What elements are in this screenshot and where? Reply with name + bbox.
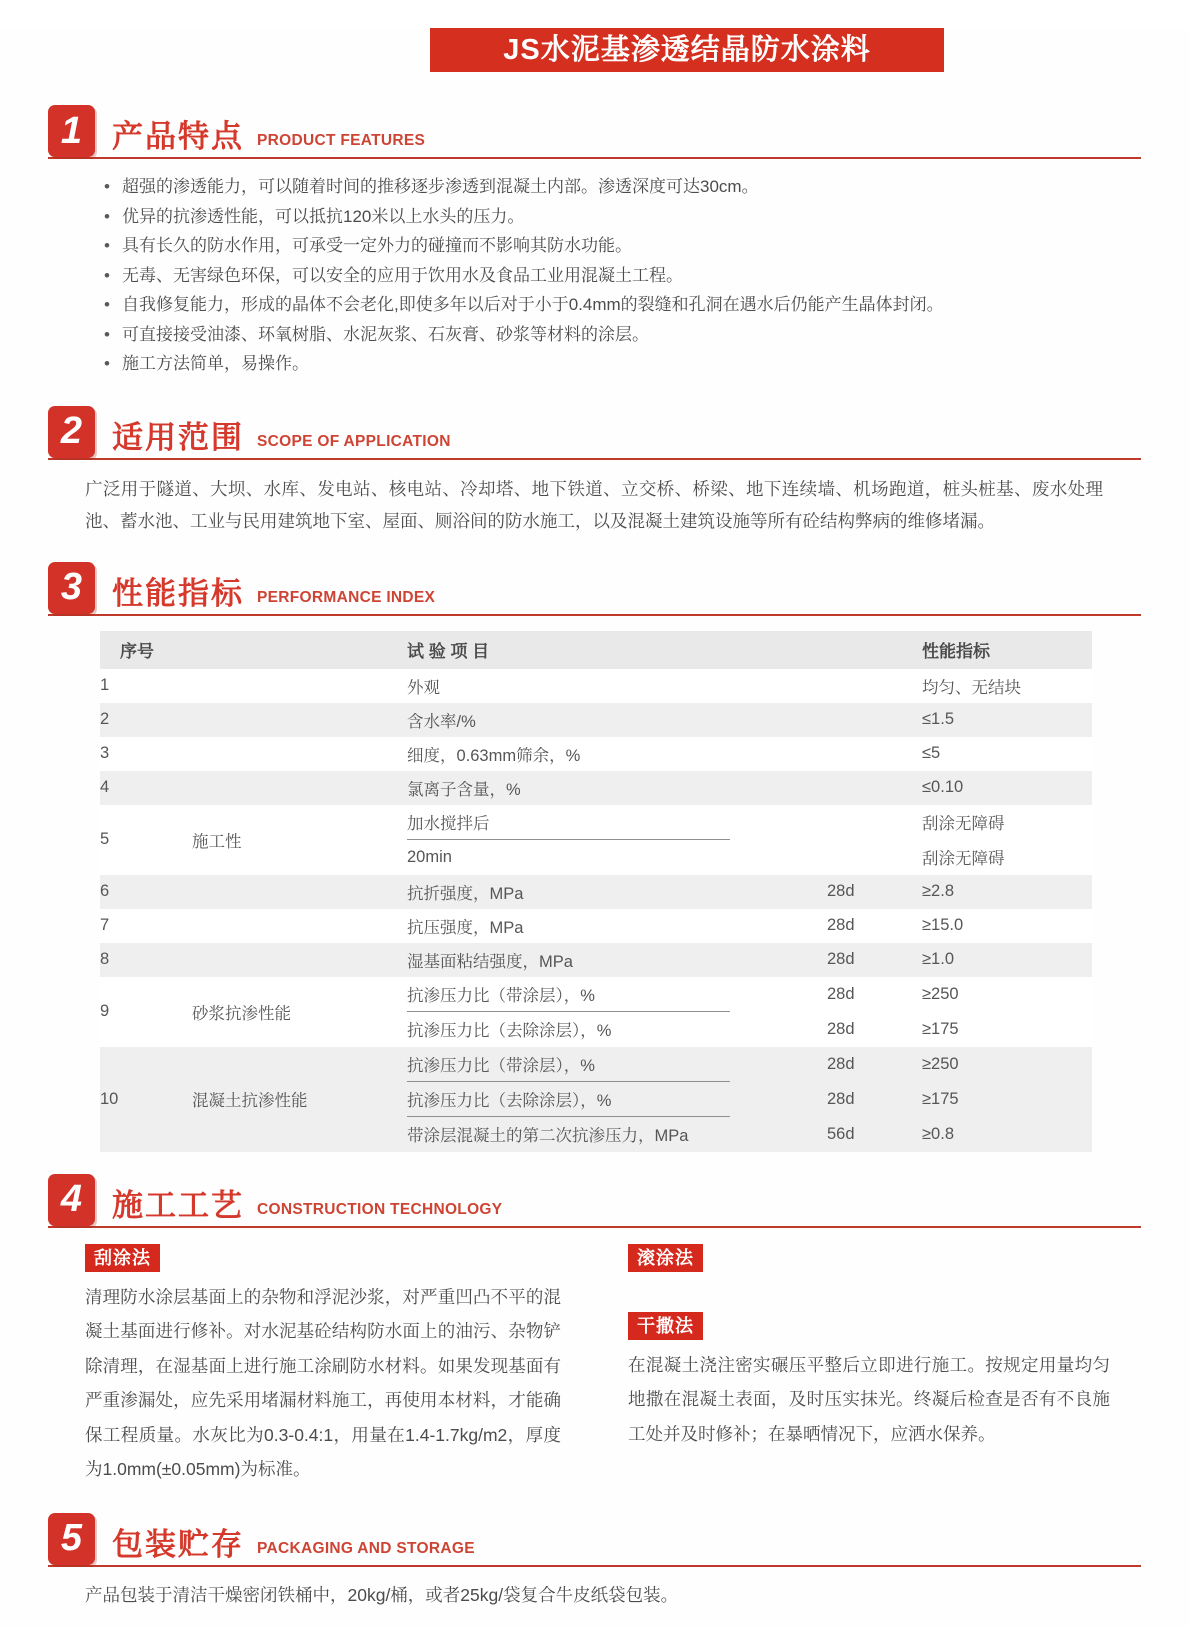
cell-age: 28d <box>827 1082 922 1117</box>
list-item: • 无毒、无害绿色环保，可以安全的应用于饮用水及食品工业用混凝土工程。 <box>104 261 1141 291</box>
section-subtitle: PRODUCT FEATURES <box>257 132 426 149</box>
section-number-badge: 1 <box>48 105 95 157</box>
section-header-2 <box>48 406 1141 460</box>
cell-no: 3 <box>100 737 192 771</box>
list-item: • 施工方法简单，易操作。 <box>104 349 1141 379</box>
cell-item: 抗渗压力比（去除涂层），% <box>407 1082 827 1117</box>
cell-age <box>827 737 922 771</box>
cell-age: 28d <box>827 943 922 977</box>
section-construction-technology <box>48 1174 1141 1487</box>
cell-category <box>192 669 407 703</box>
cell-no: 5 <box>100 805 192 875</box>
cell-value: ≤5 <box>922 737 1092 771</box>
cell-age: 28d <box>827 977 922 1012</box>
section-performance-index <box>48 562 1141 1152</box>
cell-no: 6 <box>100 875 192 909</box>
cell-category: 施工性 <box>192 805 407 875</box>
section-number-badge: 5 <box>48 1513 95 1565</box>
section-scope <box>48 406 1141 537</box>
section-product-features <box>48 105 1141 379</box>
list-item: • 自我修复能力，形成的晶体不会老化,即使多年以后对于小于0.4mm的裂缝和孔洞在遇水后仍能产生晶体封闭。 <box>104 290 1141 320</box>
method-right-column <box>628 1244 1110 1487</box>
table-row <box>100 669 1092 703</box>
section-number-badge: 4 <box>48 1174 95 1226</box>
list-item: • 可直接接受油漆、环氧树脂、水泥灰浆、石灰膏、砂浆等材料的涂层。 <box>104 320 1141 350</box>
performance-table <box>100 631 1092 1152</box>
cell-category <box>192 703 407 737</box>
cell-age <box>827 669 922 703</box>
section-number-badge: 3 <box>48 562 95 614</box>
cell-value: ≤0.10 <box>922 771 1092 805</box>
section-subtitle: CONSTRUCTION TECHNOLOGY <box>257 1200 503 1218</box>
method-text: 清理防水涂层基面上的杂物和浮泥沙浆，对严重凹凸不平的混凝土基面进行修补。对水泥基砼结构防水面上的油污、杂物铲除清理，在湿基面上进行施工涂刷防水材料。如果发现基面有严重渗漏处，应先采用堵漏材料施工，再使用本材料，才能确保工程质量。水灰比为0.3-0.4:1，用量在1.4-1.7kg/m2，厚度为1.0mm(±0.05mm)为标准。 <box>85 1286 561 1479</box>
cell-value: ≥250 <box>922 1047 1092 1082</box>
table-row <box>100 875 1092 909</box>
cell-age <box>827 703 922 737</box>
cell-category <box>192 909 407 943</box>
cell-value: ≥175 <box>922 1082 1092 1117</box>
table-row <box>100 909 1092 943</box>
feature-list <box>104 172 1141 379</box>
cell-value: ≤1.5 <box>922 703 1092 737</box>
table-header-row <box>100 631 1092 669</box>
method-badge: 滚涂法 <box>628 1244 703 1272</box>
cell-category <box>192 943 407 977</box>
method-badge: 刮涂法 <box>85 1244 160 1272</box>
page-title: JS水泥基渗透结晶防水涂料 <box>430 28 944 72</box>
cell-age: 28d <box>827 909 922 943</box>
cell-item: 细度，0.63mm筛余，% <box>407 737 827 771</box>
cell-age <box>827 771 922 805</box>
cell-value: 均匀、无结块 <box>922 669 1092 703</box>
cell-value: ≥0.8 <box>922 1117 1092 1152</box>
cell-age <box>827 805 922 840</box>
cell-item: 抗渗压力比（去除涂层），% <box>407 1012 827 1047</box>
cell-item: 含水率/% <box>407 703 827 737</box>
cell-value: ≥175 <box>922 1012 1092 1047</box>
cell-value: ≥2.8 <box>922 875 1092 909</box>
method-text: 在混凝土浇注密实碾压平整后立即进行施工。按规定用量均匀地撒在混凝土表面，及时压实抹光。终凝后检查是否有不良施工处并及时修补；在暴晒情况下，应洒水保养。 <box>628 1354 1110 1444</box>
section-subtitle: PACKAGING AND STORAGE <box>257 1539 475 1557</box>
scope-paragraph: 广泛用于隧道、大坝、水库、发电站、核电站、冷却塔、地下铁道、立交桥、桥梁、地下连续墙、机场跑道，桩头桩基、废水处理池、蓄水池、工业与民用建筑地下室、屋面、厕浴间的防水施工，以及混凝土建筑设施等所有砼结构弊病的维修堵漏。 <box>85 478 1103 531</box>
cell-item: 带涂层混凝土的第二次抗渗压力，MPa <box>407 1117 827 1152</box>
section-header-4 <box>48 1174 1141 1228</box>
section-header-5 <box>48 1513 1141 1567</box>
construction-columns <box>85 1244 1141 1487</box>
cell-no: 8 <box>100 943 192 977</box>
section-packaging-storage <box>48 1513 1141 1610</box>
cell-age: 28d <box>827 1012 922 1047</box>
column-header-spacer <box>192 631 407 669</box>
cell-item: 抗折强度，MPa <box>407 875 827 909</box>
table-row <box>100 977 1092 1012</box>
cell-item: 外观 <box>407 669 827 703</box>
cell-category: 砂浆抗渗性能 <box>192 977 407 1047</box>
cell-no: 1 <box>100 669 192 703</box>
cell-category <box>192 771 407 805</box>
cell-value: ≥250 <box>922 977 1092 1012</box>
cell-item: 抗渗压力比（带涂层），% <box>407 1047 827 1082</box>
list-item: • 超强的渗透能力，可以随着时间的推移逐步渗透到混凝土内部。渗透深度可达30cm。 <box>104 172 1141 202</box>
packaging-paragraph: 产品包装于清洁干燥密闭铁桶中，20kg/桶，或者25kg/袋复合牛皮纸袋包装。 <box>85 1584 679 1605</box>
cell-no: 10 <box>100 1047 192 1152</box>
spacer <box>628 1272 1110 1312</box>
table-row <box>100 1047 1092 1082</box>
section-header-1 <box>48 105 1141 159</box>
table-row <box>100 943 1092 977</box>
table-row <box>100 703 1092 737</box>
column-header-no: 序号 <box>100 631 192 669</box>
cell-value: ≥15.0 <box>922 909 1092 943</box>
section-header-3 <box>48 562 1141 616</box>
cell-category <box>192 875 407 909</box>
section-title: 包装贮存 <box>112 1526 244 1562</box>
cell-item: 湿基面粘结强度，MPa <box>407 943 827 977</box>
cell-category: 混凝土抗渗性能 <box>192 1047 407 1152</box>
list-item: • 具有长久的防水作用，可承受一定外力的碰撞而不影响其防水功能。 <box>104 231 1141 261</box>
cell-value: 刮涂无障碍 <box>922 840 1092 875</box>
table-row <box>100 771 1092 805</box>
cell-age <box>827 840 922 875</box>
section-number-badge: 2 <box>48 406 95 458</box>
cell-item: 抗渗压力比（带涂层），% <box>407 977 827 1012</box>
cell-value: 刮涂无障碍 <box>922 805 1092 840</box>
section-title: 施工工艺 <box>112 1187 244 1223</box>
section-title: 适用范围 <box>112 419 244 455</box>
section-title: 性能指标 <box>112 575 244 611</box>
table-row <box>100 737 1092 771</box>
cell-item: 20min <box>407 840 827 875</box>
cell-value: ≥1.0 <box>922 943 1092 977</box>
cell-age: 28d <box>827 1047 922 1082</box>
product-datasheet-page <box>0 28 1189 1628</box>
cell-no: 2 <box>100 703 192 737</box>
cell-category <box>192 737 407 771</box>
table-row <box>100 805 1092 840</box>
cell-item: 加水搅拌后 <box>407 805 827 840</box>
cell-item: 抗压强度，MPa <box>407 909 827 943</box>
section-subtitle: SCOPE OF APPLICATION <box>257 432 451 450</box>
column-header-age <box>827 631 922 669</box>
method-scrape-coating <box>85 1244 561 1487</box>
cell-item: 氯离子含量，% <box>407 771 827 805</box>
method-badge: 干撒法 <box>628 1312 703 1340</box>
list-item: • 优异的抗渗透性能，可以抵抗120米以上水头的压力。 <box>104 202 1141 232</box>
section-title: 产品特点 <box>112 119 244 154</box>
cell-no: 4 <box>100 771 192 805</box>
column-header-index: 性能指标 <box>922 631 1092 669</box>
section-subtitle: PERFORMANCE INDEX <box>257 588 436 606</box>
cell-age: 28d <box>827 875 922 909</box>
column-header-item: 试 验 项 目 <box>407 631 827 669</box>
cell-no: 7 <box>100 909 192 943</box>
cell-age: 56d <box>827 1117 922 1152</box>
cell-no: 9 <box>100 977 192 1047</box>
